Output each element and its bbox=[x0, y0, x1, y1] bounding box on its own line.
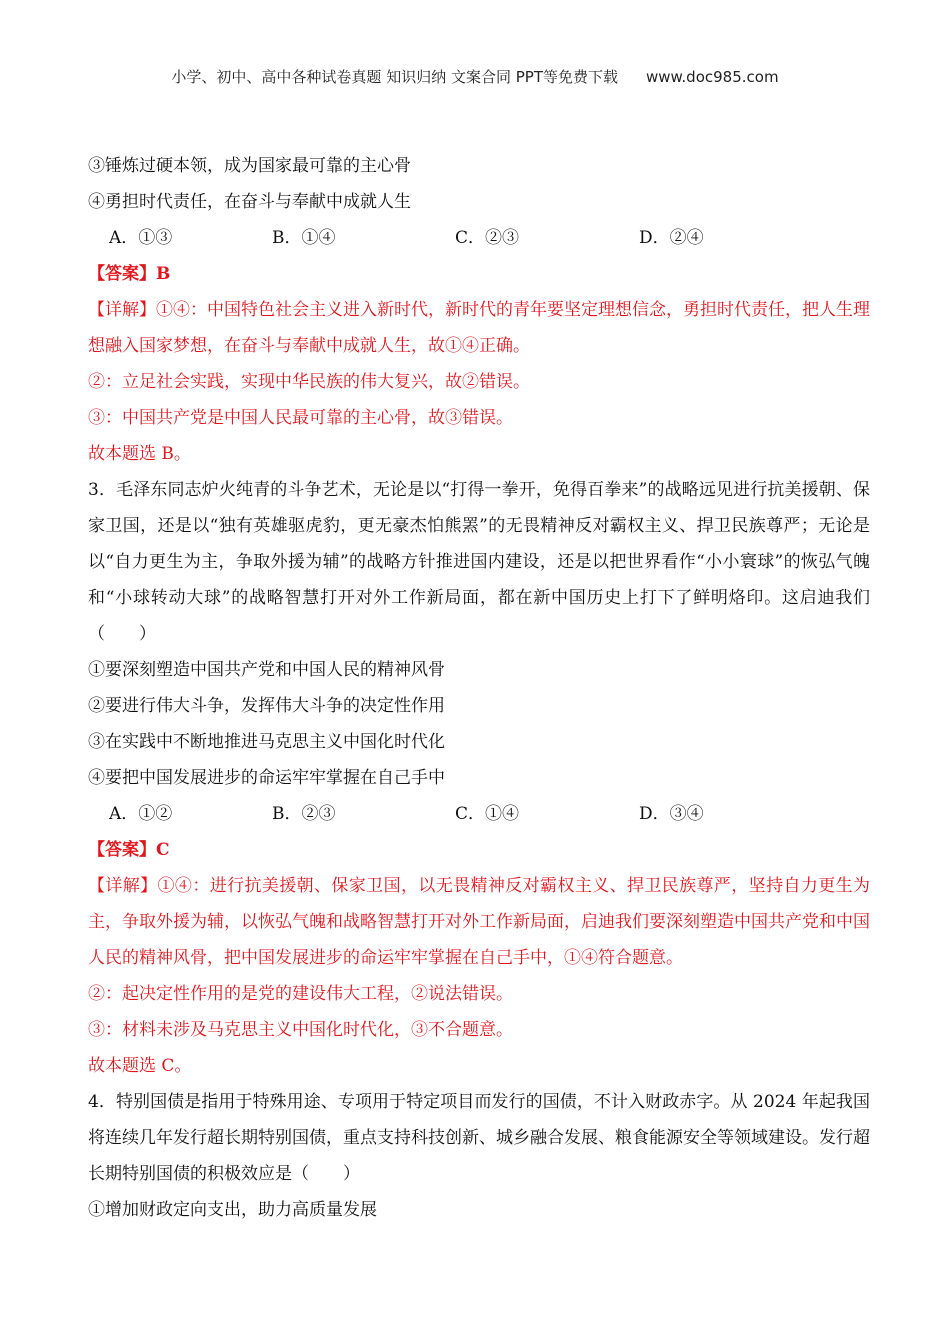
q3-stem: 3．毛泽东同志炉火纯青的斗争艺术，无论是以“打得一拳开，免得百拳来”的战略远见进行抗美援朝、保家卫国，还是以“独有英雄驱虎豹，更无豪杰怕熊罴”的无畏精神反对霸权主义、捍卫民族尊严；无论是以“自力更生为主，争取外援为辅”的战略方针推进国内建设，还是以把世界看作“小小寰球”的恢弘气魄和“小球转动大球”的战略智慧打开对外工作新局面，都在新中国历史上打下了鲜明烙印。这启迪我们（ ） bbox=[88, 480, 870, 644]
q3-option-a: A．①② bbox=[109, 804, 173, 824]
q2-conclusion: 故本题选 B。 bbox=[88, 444, 191, 464]
q3-option-b: B．②③ bbox=[272, 804, 336, 824]
q2-option-b: B．①④ bbox=[272, 228, 336, 248]
q2-detail-3: ③：中国共产党是中国人民最可靠的主心骨，故③错误。 bbox=[88, 408, 513, 428]
page-header bbox=[0, 66, 950, 87]
q2-item-3: ③锤炼过硬本领，成为国家最可靠的主心骨 bbox=[88, 156, 411, 176]
q3-detail-2: ②：起决定性作用的是党的建设伟大工程，②说法错误。 bbox=[88, 984, 513, 1004]
q3-option-c: C．①④ bbox=[455, 804, 520, 824]
q3-detail-3: ③：材料未涉及马克思主义中国化时代化，③不合题意。 bbox=[88, 1020, 513, 1040]
q3-item-4: ④要把中国发展进步的命运牢牢掌握在自己手中 bbox=[88, 768, 445, 788]
q2-answer: 【答案】B bbox=[88, 264, 171, 284]
q3-item-1: ①要深刻塑造中国共产党和中国人民的精神风骨 bbox=[88, 660, 445, 680]
q3-detail-1: 【详解】①④：进行抗美援朝、保家卫国，以无畏精神反对霸权主义、捍卫民族尊严，坚持自力更生为主，争取外援为辅，以恢弘气魄和战略智慧打开对外工作新局面，启迪我们要深刻塑造中国共产党和中国人民的精神风骨，把中国发展进步的命运牢牢掌握在自己手中，①④符合题意。 bbox=[88, 876, 870, 968]
q2-detail-1: 【详解】①④：中国特色社会主义进入新时代，新时代的青年要坚定理想信念，勇担时代责任，把人生理想融入国家梦想，在奋斗与奉献中成就人生，故①④正确。 bbox=[88, 300, 870, 356]
q2-option-c: C．②③ bbox=[455, 228, 520, 248]
q2-option-a: A．①③ bbox=[109, 228, 173, 248]
q2-options bbox=[88, 220, 870, 256]
header-text: 小学、初中、高中各种试卷真题 知识归纳 文案合同 PPT等免费下载 bbox=[171, 68, 618, 86]
q2-detail-2: ②：立足社会实践，实现中华民族的伟大复兴，故②错误。 bbox=[88, 372, 530, 392]
q3-options bbox=[88, 796, 870, 832]
page-content bbox=[88, 148, 870, 1228]
q3-option-d: D．③④ bbox=[639, 804, 704, 824]
q3-answer: 【答案】C bbox=[88, 840, 170, 860]
q3-item-2: ②要进行伟大斗争，发挥伟大斗争的决定性作用 bbox=[88, 696, 445, 716]
q2-item-4: ④勇担时代责任，在奋斗与奉献中成就人生 bbox=[88, 192, 411, 212]
header-site-link[interactable]: www.doc985.com bbox=[645, 68, 779, 86]
q3-conclusion: 故本题选 C。 bbox=[88, 1056, 192, 1076]
q4-stem: 4．特别国债是指用于特殊用途、专项用于特定项目而发行的国债，不计入财政赤字。从 2024 年起我国将连续几年发行超长期特别国债，重点支持科技创新、城乡融合发展、粮食能源安全等领域建设。发行超长期特别国债的积极效应是（ ） bbox=[88, 1092, 870, 1184]
q3-item-3: ③在实践中不断地推进马克思主义中国化时代化 bbox=[88, 732, 445, 752]
q2-option-d: D．②④ bbox=[639, 228, 704, 248]
q4-item-1: ①增加财政定向支出，助力高质量发展 bbox=[88, 1200, 377, 1220]
